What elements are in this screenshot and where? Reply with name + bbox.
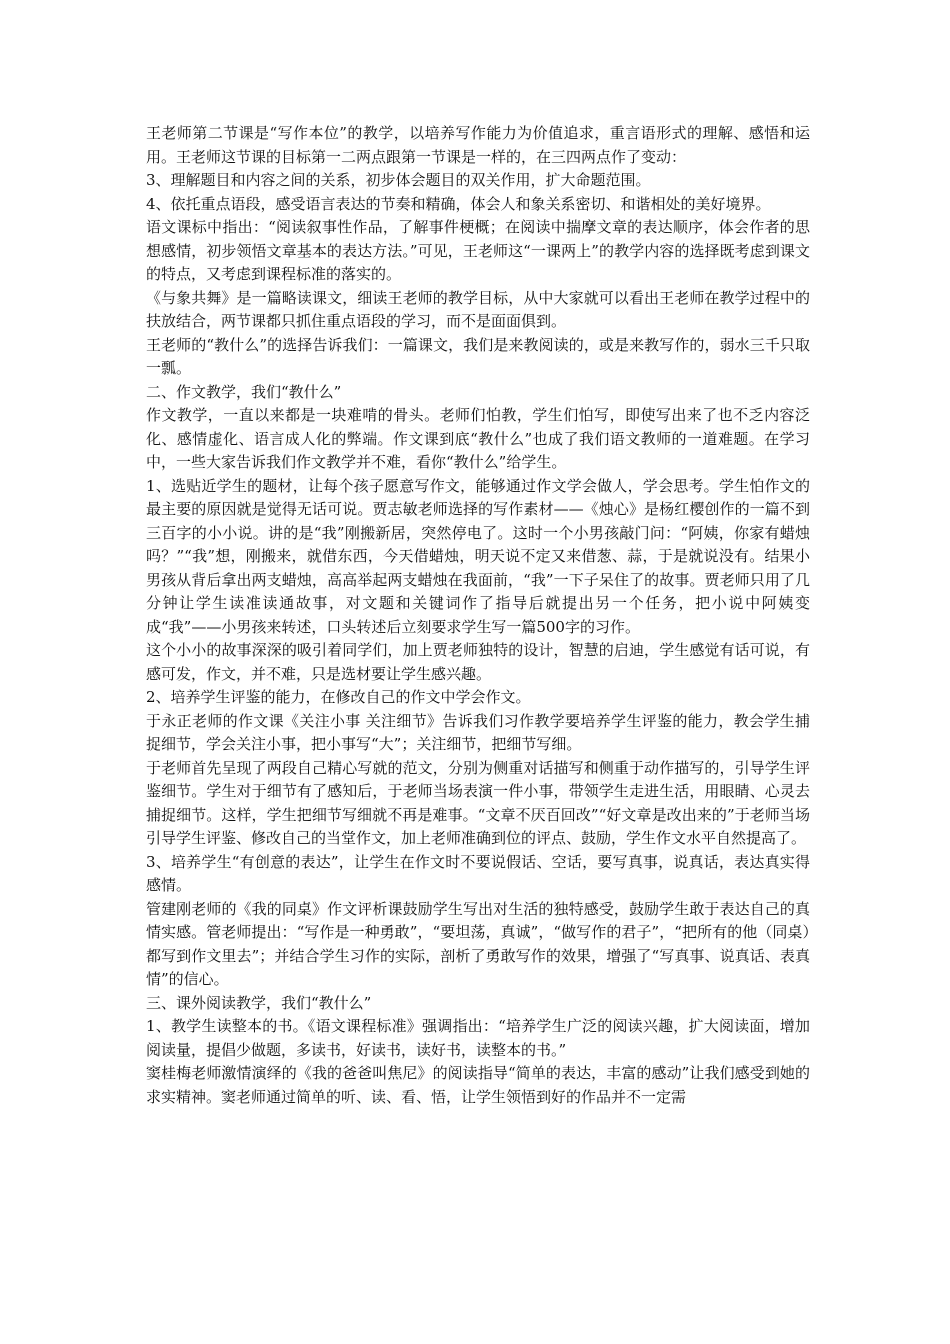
paragraph-dance-with-elephant: 《与象共舞》是一篇略读课文，细读王老师的教学目标，从中大家就可以看出王老师在教学过程中的扶放结合，两节课都只抓住重点语段的学习，而不是面面俱到。 <box>146 288 810 330</box>
paragraph-intro: 王老师第二节课是“写作本位”的教学，以培养写作能力为价值追求，重言语形式的理解、感悟和运用。王老师这节课的目标第一二两点跟第一节课是一样的，在三四两点作了变动： <box>146 124 810 166</box>
paragraph-story-appeal: 这个小小的故事深深的吸引着同学们，加上贾老师独特的设计，智慧的启迪，学生感觉有话可说，有感可发，作文，并不难，只是选材要让学生感兴趣。 <box>146 641 810 683</box>
paragraph-what-to-teach: 王老师的“教什么”的选择告诉我们：一篇课文，我们是来教阅读的，或是来教写作的，弱水三千只取一瓢。 <box>146 335 810 377</box>
document-body <box>146 122 810 1109</box>
paragraph-yu-lesson: 于永正老师的作文课《关注小事 关注细节》告诉我们习作教学要培养学生评鉴的能力，教会学生捕捉细节，学会关注小事，把小事写“大”；关注细节，把细节写细。 <box>146 711 810 753</box>
paragraph-dou-lesson: 窦桂梅老师激情演绎的《我的爸爸叫焦尼》的阅读指导“简单的表达，丰富的感动”让我们感受到她的求实精神。窦老师通过简单的听、读、看、悟，让学生领悟到好的作品并不一定需 <box>146 1064 810 1106</box>
paragraph-curriculum: 语文课标中指出：“阅读叙事性作品，了解事件梗概；在阅读中揣摩文章的表达顺序，体会作者的思想感情，初步领悟文章基本的表达方法。”可见，王老师这“一课两上”的教学内容的选择既考虑到课文的特点，又考虑到课程标准的落实的。 <box>146 218 810 283</box>
paragraph-goal-4: 4、依托重点语段，感受语言表达的节奏和精确，体会人和象关系密切、和谐相处的美好境界。 <box>146 194 771 213</box>
paragraph-guan-lesson: 管建刚老师的《我的同桌》作文评析课鼓励学生写出对生活的独特感受，鼓励学生敢于表达自己的真情实感。管老师提出：“写作是一种勇敢”，“要坦荡，真诚”，“做写作的君子”，“把所有的他（同桌）都写到作文里去”；并结合学生习作的实际，剖析了勇敢写作的效果，增强了“写真事、说真话、表真情”的信心。 <box>146 899 810 988</box>
section-heading-composition: 二、作文教学，我们“教什么” <box>146 382 342 401</box>
paragraph-point-3: 3、培养学生“有创意的表达”，让学生在作文时不要说假话、空话，要写真事，说真话，表达真实得感情。 <box>146 852 810 894</box>
paragraph-yu-method: 于老师首先呈现了两段自己精心写就的范文，分别为侧重对话描写和侧重于动作描写的，引导学生评鉴细节。学生对于细节有了感知后，于老师当场表演一件小事，带领学生走进生活，用眼睛、心灵去捕捉细节。这样，学生把细节写细就不再是难事。“文章不厌百回改”“好文章是改出来的”于老师当场引导学生评鉴、修改自己的当堂作文，加上老师准确到位的评点、鼓励，学生作文水平自然提高了。 <box>146 758 810 847</box>
paragraph-goal-3: 3、理解题目和内容之间的关系，初步体会题目的双关作用，扩大命题范围。 <box>146 171 651 189</box>
paragraph-composition-intro: 作文教学，一直以来都是一块难啃的骨头。老师们怕教，学生们怕写，即使写出来了也不乏内容泛化、感情虚化、语言成人化的弊端。作文课到底“教什么”也成了我们语文教师的一道难题。在学习中，一些大家告诉我们作文教学并不难，看你“教什么”给学生。 <box>146 406 810 471</box>
paragraph-whole-book: 1、教学生读整本的书。《语文课程标准》强调指出：“培养学生广泛的阅读兴趣，扩大阅读面，增加阅读量，提倡少做题，多读书，好读书，读好书，读整本的书。” <box>146 1017 810 1059</box>
paragraph-point-2: 2、培养学生评鉴的能力，在修改自己的作文中学会作文。 <box>146 688 531 706</box>
paragraph-point-1-candle: 1、选贴近学生的题材，让每个孩子愿意写作文，能够通过作文学会做人，学会思考。学生怕作文的最主要的原因就是觉得无话可说。贾志敏老师选择的写作素材——《烛心》是杨红樱创作的一篇不到三百字的小小说。讲的是“我”刚搬新居，突然停电了。这时一个小男孩敲门问：“阿姨，你家有蜡烛吗？”“我”想，刚搬来，就借东西，今天借蜡烛，明天说不定又来借葱、蒜，于是就说没有。结果小男孩从背后拿出两支蜡烛，高高举起两支蜡烛在我面前，“我”一下子呆住了的故事。贾老师只用了几分钟让学生读准读通故事，对文题和关键词作了指导后就提出另一个任务，把小说中阿姨变成“我”——小男孩来转述，口头转述后立刻要求学生写一篇500字的习作。 <box>146 476 810 636</box>
section-heading-reading: 三、课外阅读教学，我们“教什么” <box>146 993 372 1012</box>
